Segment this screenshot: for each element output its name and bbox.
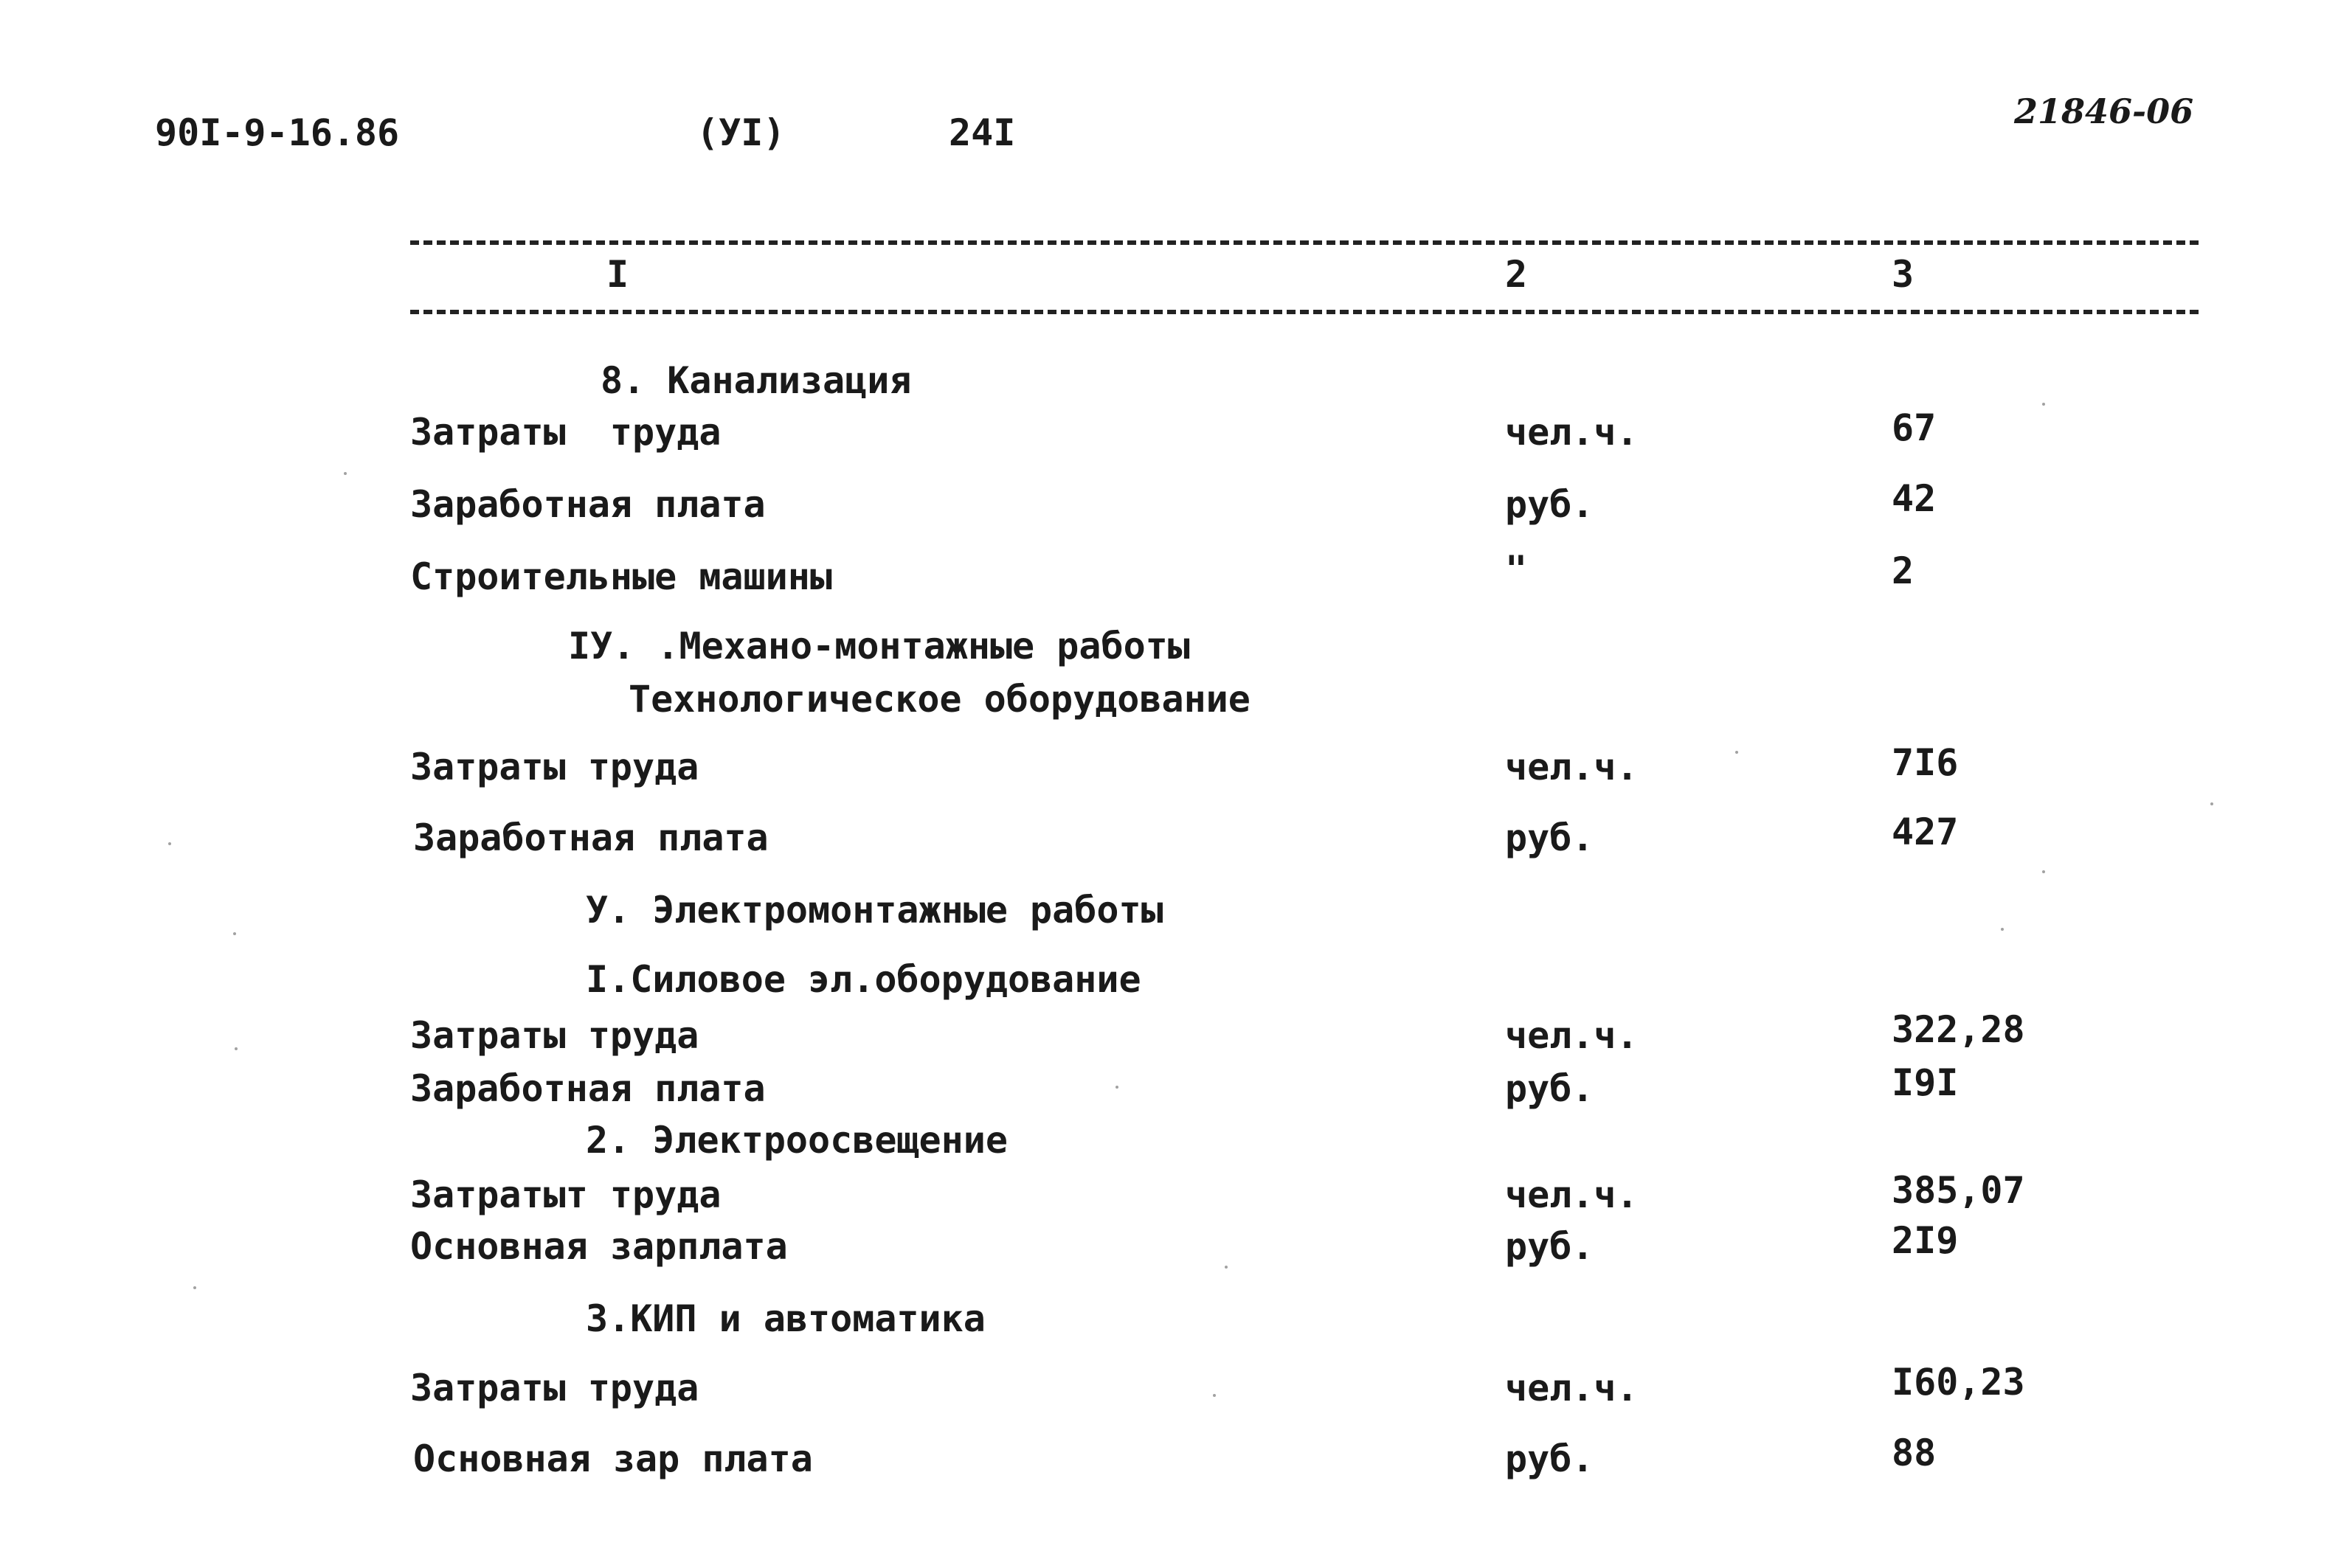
row-label: Основная зар плата <box>413 1437 813 1480</box>
subsection-heading: I.Силовое эл.оборудование <box>586 958 1141 1001</box>
row-value: I60,23 <box>1892 1361 2025 1404</box>
row-label: Строительные машины <box>410 555 832 598</box>
column-header-1: I <box>606 253 629 296</box>
row-value: 2 <box>1892 549 1915 592</box>
row-label: Затратыт труда <box>410 1173 722 1216</box>
row-value: 385,07 <box>1892 1169 2025 1212</box>
row-value: 427 <box>1892 811 1959 853</box>
table-top-rule <box>410 240 2199 245</box>
scan-speck <box>233 932 236 935</box>
column-header-3: 3 <box>1892 253 1915 296</box>
row-unit: руб. <box>1505 1437 1594 1480</box>
row-label: Заработная плата <box>410 483 766 526</box>
row-value: 42 <box>1892 477 1937 520</box>
row-label: Затраты труда <box>410 1014 699 1057</box>
subsection-heading: 3.КИП и автоматика <box>586 1297 986 1340</box>
scan-speck <box>193 1286 196 1289</box>
subsection-heading: Технологическое оборудование <box>629 678 1251 721</box>
row-unit: руб. <box>1505 1067 1594 1110</box>
scan-speck <box>1213 1394 1216 1397</box>
scan-speck <box>2210 802 2213 805</box>
row-unit: руб. <box>1505 816 1594 859</box>
scan-speck <box>2042 403 2045 406</box>
row-value: I9I <box>1892 1061 1959 1104</box>
row-label: Затраты труда <box>410 411 722 454</box>
row-label: Заработная плата <box>413 816 769 859</box>
row-unit: чел.ч. <box>1505 1173 1639 1216</box>
row-unit: чел.ч. <box>1505 411 1639 454</box>
row-unit: руб. <box>1505 1225 1594 1268</box>
scan-speck <box>1735 751 1738 754</box>
row-value: 322,28 <box>1892 1008 2025 1051</box>
table-header-rule <box>410 310 2199 314</box>
page-number: 24I <box>949 111 1016 154</box>
section-heading: У. Электромонтажные работы <box>586 889 1163 932</box>
scan-speck <box>344 472 347 475</box>
row-unit: руб. <box>1505 483 1594 526</box>
row-unit: чел.ч. <box>1505 1014 1639 1057</box>
scan-speck <box>1225 1266 1228 1269</box>
scan-speck <box>1116 1086 1118 1089</box>
row-value: 7I6 <box>1892 741 1959 784</box>
row-value: 67 <box>1892 406 1937 449</box>
row-unit: чел.ч. <box>1505 1367 1639 1409</box>
row-unit: " <box>1505 548 1528 591</box>
row-value: 2I9 <box>1892 1219 1959 1262</box>
section-heading: 8. Канализация <box>601 359 912 402</box>
row-unit: чел.ч. <box>1505 746 1639 788</box>
handwritten-stamp: 21846-06 <box>2014 91 2194 131</box>
row-label: Основная зарплата <box>410 1225 788 1268</box>
subsection-heading: 2. Электроосвещение <box>586 1119 1008 1162</box>
document-code: 90I-9-16.86 <box>155 111 400 154</box>
column-header-2: 2 <box>1505 253 1528 296</box>
row-label: Затраты труда <box>410 1367 699 1409</box>
section-number: (УI) <box>696 111 786 154</box>
scan-speck <box>235 1047 238 1050</box>
row-label: Затраты труда <box>410 746 699 788</box>
scan-speck <box>168 842 171 845</box>
row-value: 88 <box>1892 1432 1937 1474</box>
scan-speck <box>2042 870 2045 873</box>
row-label: Заработная плата <box>410 1067 766 1110</box>
scan-speck <box>2001 928 2004 931</box>
section-heading: IУ. .Механо-монтажные работы <box>568 625 1190 667</box>
